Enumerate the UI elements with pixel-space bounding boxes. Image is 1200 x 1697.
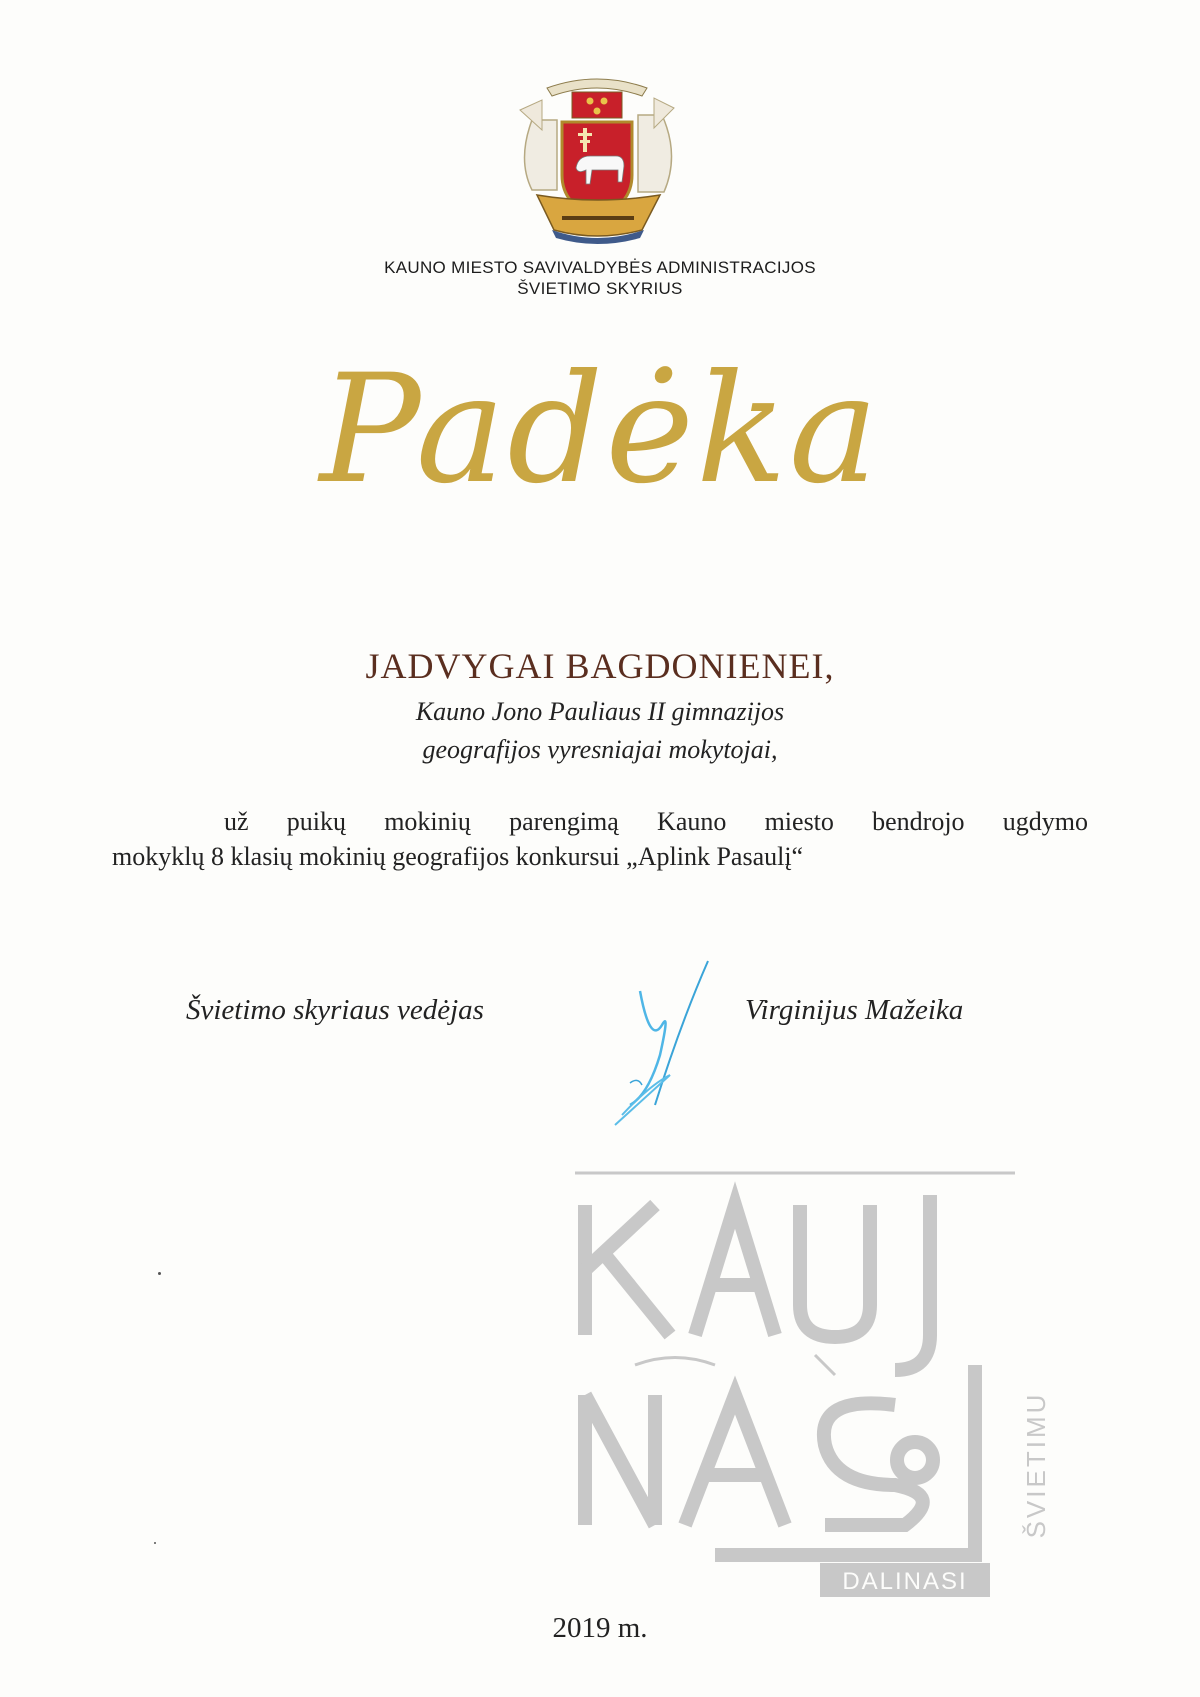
scan-speck (158, 1272, 161, 1275)
scan-speck (154, 1542, 156, 1544)
recipient-role-line-2: geografijos vyresniajai mokytojai, (422, 735, 778, 764)
logo-side-word: ŠVIETIMU (1021, 1391, 1051, 1539)
kaunas-dalinasi-svietimu-logo (575, 1165, 1135, 1605)
issue-year: 2019 m. (552, 1612, 648, 1644)
kaunas-coat-of-arms-icon (512, 70, 682, 250)
signatory-title: Švietimo skyriaus vedėjas (186, 994, 484, 1026)
recipient-name: JADVYGAI BAGDONIENEI, (365, 646, 835, 686)
certificate-title: Padėka (319, 343, 881, 517)
recipient-role-line-1: Kauno Jono Pauliaus II gimnazijos (415, 697, 785, 726)
reason-line-1: už puikų mokinių parengimą Kauno miesto bendrojo ugdymo (224, 807, 1088, 836)
issuer-line-1: KAUNO MIESTO SAVIVALDYBĖS ADMINISTRACIJOS (384, 258, 816, 277)
reason-line-2: mokyklų 8 klasių mokinių geografijos konkursui „Aplink Pasaulį“ (112, 842, 804, 871)
handwritten-signature-icon (600, 955, 730, 1135)
issuer-line-2: ŠVIETIMO SKYRIUS (517, 279, 683, 298)
signatory-name: Virginijus Mažeika (745, 994, 964, 1026)
logo-bottom-word: DALINASI (842, 1568, 968, 1595)
